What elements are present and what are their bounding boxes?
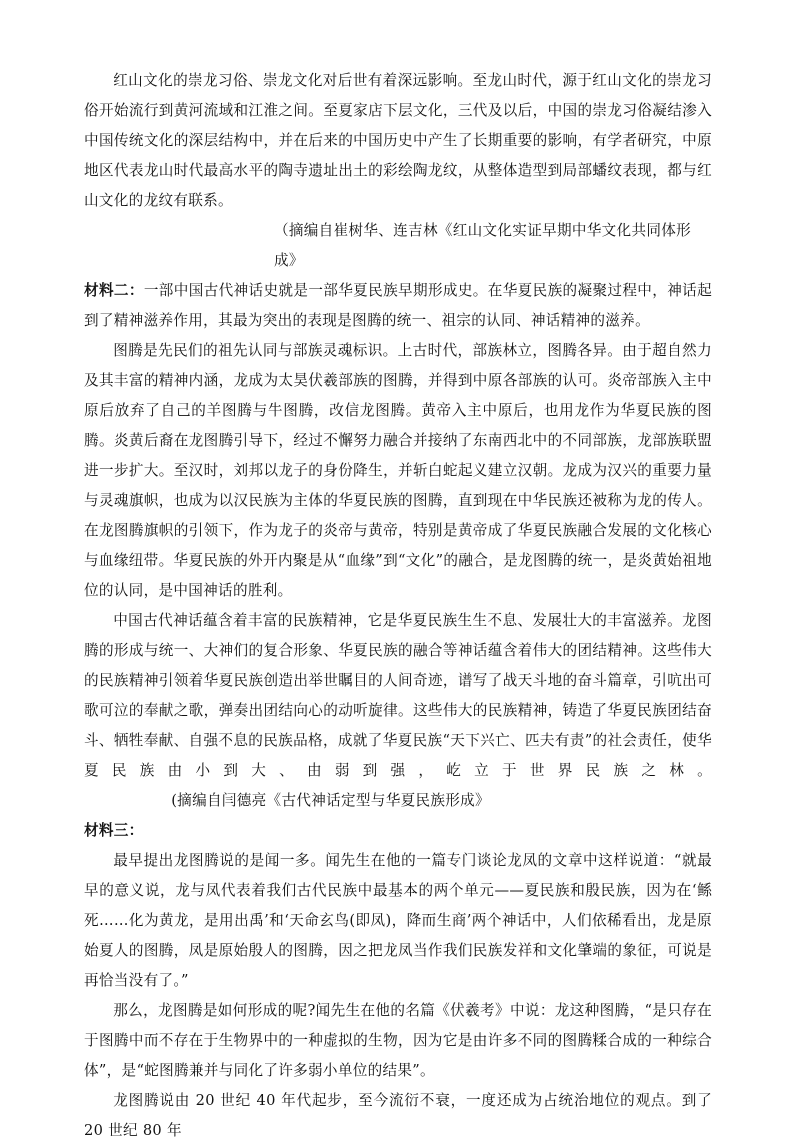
paragraph-hongshan-dragon-culture: 红山文化的崇龙习俗、崇龙文化对后世有着深远影响。至龙山时代，源于红山文化的崇龙习俗开始流行到黄河流域和江淮之间。至夏家店下层文化，三代及以后，中国的崇龙习俗凝结渗入中国传统文化的深层结构中，并在后来的中国历史中产生了长期重要的影响，有学者研究，中原地区代表龙山时代最高水平的陶寺遗址出土的彩绘陶龙纹，从整体造型到局部蟠纹表现，都与红山文化的龙纹有联系。: [84, 72, 712, 209]
source-citation-1: （摘编自崔树华、连吉林《红山文化实证早期中华文化共同体形成》: [274, 222, 692, 269]
material-two-intro: [84, 276, 712, 336]
paragraph-dragon-totem-history: 龙图腾说由 20 世纪 40 年代起步，至今流衍不衰，一度还成为占统治地位的观点。到了 20 世纪 80 年: [84, 1092, 712, 1139]
paragraph-totem-identity: 图腾是先民们的祖先认同与部族灵魂标识。上古时代，部族林立，图腾各异。由于超自然力及其丰富的精神内涵，龙成为太昊伏羲部族的图腾，并得到中原各部族的认可。炎帝部族入主中原后放弃了自己的羊图腾与牛图腾，改信龙图腾。黄帝入主中原后，也用龙作为华夏民族的图腾。炎黄后裔在龙图腾引导下，经过不懈努力融合并接纳了东南西北中的不同部族，龙部族联盟进一步扩大。至汉时，刘邦以龙子的身份降生，并斩白蛇起义建立汉朝。龙成为汉兴的重要力量与灵魂旗帜，也成为以汉民族为主体的华夏民族的图腾，直到现在中华民族还被称为龙的传人。在龙图腾旗帜的引领下，作为龙子的炎帝与黄帝，特别是黄帝成了华夏民族融合发展的文化核心与血缘纽带。华夏民族的外开内聚是从“血缘”到“文化”的融合，是龙图腾的统一，是炎黄始祖地位的认同，是中国神话的胜利。: [84, 342, 712, 599]
material-two-text: 一部中国古代神话史就是一部华夏民族早期形成史。在华夏民族的凝聚过程中，神话起到了精神滋养作用，其最为突出的表现是图腾的统一、祖宗的认同、神话精神的滋养。: [84, 282, 713, 329]
material-three-label: 材料三：: [84, 822, 144, 839]
material-three-heading: [84, 816, 712, 846]
paragraph-national-spirit-text: 中国古代神话蕴含着丰富的民族精神，它是华夏民族生生不息、发展壮大的丰富滋养。龙图腾的形成与统一、大神们的复合形象、华夏民族的融合等神话蕴含着伟大的团结精神。这些伟大的民族精神引领着华夏民族创造出举世瞩目的人间奇迹，谱写了战天斗地的奋斗篇章，引吭出可歌可泣的奉献之歌，弹奏出团结向心的动听旋律。这些伟大的民族精神，铸造了华夏民族团结奋斗、牺牲奉献、自强不息的民族品格，成就了华夏民族“天下兴亡、匹夫有责”的社会责任，使华夏民族由小到大、由弱到强，屹立于世界民族之林。: [84, 612, 712, 779]
source-citation-2: (摘编自闫德亮《古代神话定型与华夏民族形成》: [171, 792, 490, 809]
document-page: [84, 66, 712, 1146]
paragraph-fuxi-kao: 那么，龙图腾是如何形成的呢?闻先生在他的名篇《伏羲考》中说：龙这种图腾，“是只存在于图腾中而不存在于生物界中的一种虚拟的生物，因为它是由许多不同的图腾糅合成的一种综合体”，是“蛇图腾兼并与同化了许多弱小单位的结果”。: [84, 1002, 712, 1079]
paragraph-wen-yiduo-theory: 最早提出龙图腾说的是闻一多。闻先生在他的一篇专门谈论龙凤的文章中这样说道：“就最早的意义说，龙与凤代表着我们古代民族中最基本的两个单元——夏民族和殷民族，因为在‘鲧死……化为黄龙，是用出禹’和‘天命玄鸟(即凤)，降而生商’两个神话中，人们依稀看出，龙是原始夏人的图腾，凤是原始殷人的图腾，因之把龙凤当作我们民族发祥和文化肇端的象征，可说是再恰当没有了。”: [84, 852, 712, 989]
paragraph-national-spirit: [84, 606, 712, 816]
material-two-label: 材料二：: [84, 282, 144, 299]
